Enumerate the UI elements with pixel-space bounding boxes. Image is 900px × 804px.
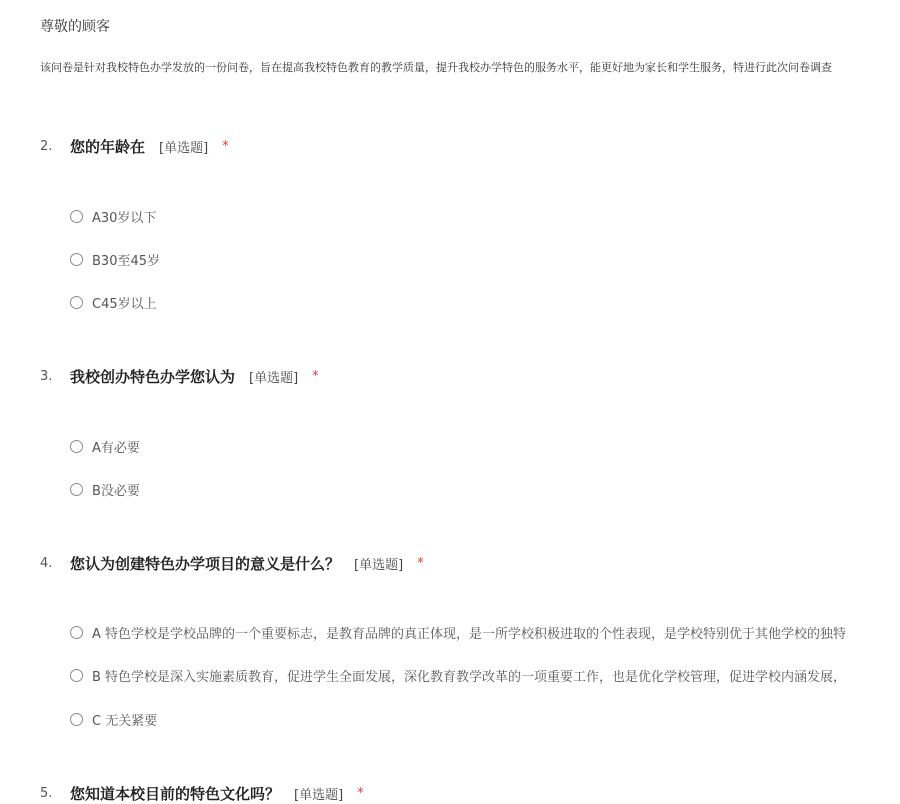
question-number: 3. — [40, 368, 53, 384]
survey-greeting: 尊敬的顾客 — [40, 19, 110, 35]
radio-button[interactable] — [70, 253, 83, 266]
required-marker: * — [417, 555, 424, 571]
required-marker: * — [222, 138, 229, 154]
question-2-title — [40, 135, 229, 157]
option-label: A30岁以下 — [92, 210, 157, 226]
question-2-option-b[interactable] — [70, 249, 160, 269]
radio-button[interactable] — [70, 440, 83, 453]
question-number: 4. — [40, 555, 53, 571]
survey-intro: 该问卷是针对我校特色办学发放的一份问卷，旨在提高我校特色教育的教学质量，提升我校办学特色的服务水平，能更好地为家长和学生服务，特进行此次问卷调查 — [40, 61, 832, 74]
radio-button[interactable] — [70, 210, 83, 223]
option-label: A 特色学校是学校品牌的一个重要标志，是教育品牌的真正体现，是一所学校积极进取的个性表现，是学校特别优于其他学校的独特 — [92, 626, 847, 642]
question-3-option-a[interactable] — [70, 436, 140, 456]
question-5-title — [40, 782, 364, 804]
question-text: 我校创办特色办学您认为 — [70, 367, 236, 386]
question-4-title — [40, 552, 424, 574]
option-label: C 无关紧要 — [92, 713, 158, 729]
required-marker: * — [312, 368, 319, 384]
question-4-option-a[interactable] — [70, 622, 846, 642]
question-number: 5. — [40, 785, 53, 801]
radio-button[interactable] — [70, 713, 83, 726]
question-2-option-a[interactable] — [70, 206, 156, 226]
question-4-option-b[interactable] — [70, 665, 846, 685]
question-4-option-c[interactable] — [70, 709, 157, 729]
option-label: A有必要 — [92, 440, 140, 456]
required-marker: * — [357, 785, 364, 801]
question-3-option-b[interactable] — [70, 479, 140, 499]
radio-button[interactable] — [70, 296, 83, 309]
question-type-tag: [单选题] — [354, 557, 404, 573]
question-text: 您知道本校目前的特色文化吗？ — [70, 784, 281, 803]
radio-button[interactable] — [70, 669, 83, 682]
option-label: B没必要 — [92, 483, 140, 499]
option-label: C45岁以上 — [92, 296, 157, 312]
question-text: 您的年龄在 — [70, 137, 146, 156]
question-type-tag: [单选题] — [249, 370, 299, 386]
question-3-title — [40, 365, 319, 387]
question-number: 2. — [40, 138, 53, 154]
option-label: B30至45岁 — [92, 253, 161, 269]
question-2-option-c[interactable] — [70, 292, 157, 312]
question-type-tag: [单选题] — [294, 787, 344, 803]
question-text: 您认为创建特色办学项目的意义是什么？ — [70, 554, 341, 573]
radio-button[interactable] — [70, 626, 83, 639]
option-label: B 特色学校是深入实施素质教育，促进学生全面发展，深化教育教学改革的一项重要工作，也是优化学校管理，促进学校内涵发展， — [92, 669, 847, 685]
question-type-tag: [单选题] — [159, 140, 209, 156]
radio-button[interactable] — [70, 483, 83, 496]
